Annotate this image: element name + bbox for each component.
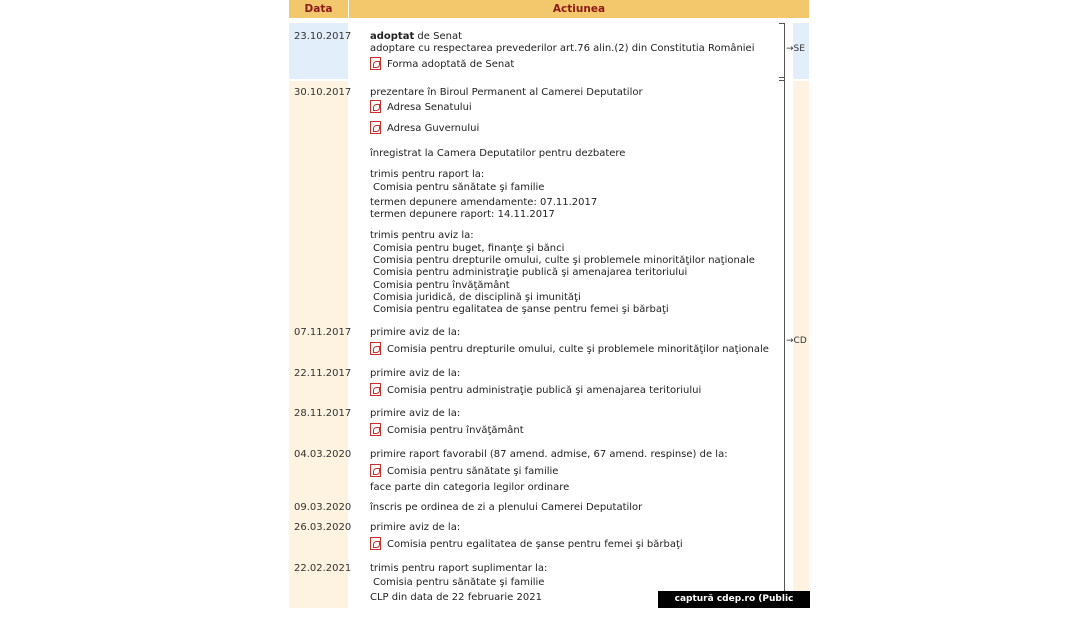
- entry-date: 26.03.2020: [294, 522, 352, 533]
- pdf-link[interactable]: Forma adoptată de Senat: [370, 57, 514, 71]
- action-text: primire aviz de la:: [370, 327, 461, 338]
- committee-name: Comisia juridică, de disciplină şi imunităţi: [373, 292, 581, 303]
- entry-date: 23.10.2017: [294, 31, 352, 42]
- committee-name: Comisia pentru sănătate şi familie: [373, 577, 545, 588]
- committee-name: Comisia pentru drepturile omului, culte şi problemele minorităţilor naţionale: [373, 255, 755, 266]
- pdf-link[interactable]: Comisia pentru egalitatea de şanse pentru femei şi bărbaţi: [370, 537, 683, 551]
- entry-date: 22.02.2021: [294, 563, 352, 574]
- action-text: trimis pentru raport suplimentar la:: [370, 563, 548, 574]
- pdf-link[interactable]: Comisia pentru drepturile omului, culte şi problemele minorităţilor naţionale: [370, 342, 769, 356]
- pdf-icon: [370, 464, 381, 477]
- committee-name: Comisia pentru egalitatea de şanse pentru femei şi bărbaţi: [373, 304, 669, 315]
- pdf-icon: [370, 537, 381, 550]
- pdf-link[interactable]: Adresa Senatului: [370, 100, 472, 114]
- entry-date: 28.11.2017: [294, 408, 352, 419]
- action-text: înregistrat la Camera Deputatilor pentru dezbatere: [370, 148, 626, 159]
- action-text: primire raport favorabil (87 amend. admise, 67 amend. respinse) de la:: [370, 449, 728, 460]
- timeline-tick: [779, 77, 785, 78]
- committee-name: Comisia pentru învăţământ: [373, 280, 510, 291]
- action-text: primire aviz de la:: [370, 522, 461, 533]
- timeline-tick: [779, 23, 785, 24]
- action-text: CLP din data de 22 februarie 2021: [370, 592, 542, 603]
- chamber-label-senate: →SE: [786, 44, 805, 54]
- entry-date: 22.11.2017: [294, 368, 352, 379]
- action-text: adoptat de Senat: [370, 31, 462, 42]
- chamber-label-deputies: →CD: [786, 336, 807, 346]
- committee-name: Comisia pentru administraţie publică şi amenajarea teritoriului: [373, 267, 688, 278]
- timeline-line: [784, 23, 785, 608]
- entry-date: 30.10.2017: [294, 87, 352, 98]
- action-text: înscris pe ordinea de zi a plenului Camerei Deputatilor: [370, 502, 643, 513]
- action-text: prezentare în Biroul Permanent al Camerei Deputatilor: [370, 87, 643, 98]
- timeline-tick: [779, 80, 785, 81]
- pdf-link[interactable]: Comisia pentru sănătate şi familie: [370, 464, 558, 478]
- action-text: primire aviz de la:: [370, 408, 461, 419]
- pdf-icon: [370, 100, 381, 113]
- entry-date: 04.03.2020: [294, 449, 352, 460]
- action-text: primire aviz de la:: [370, 368, 461, 379]
- pdf-icon: [370, 383, 381, 396]
- pdf-icon: [370, 423, 381, 436]
- entry-date: 09.03.2020: [294, 502, 352, 513]
- committee-name: Comisia pentru buget, finanţe şi bănci: [373, 243, 565, 254]
- pdf-link[interactable]: Comisia pentru administraţie publică şi amenajarea teritoriului: [370, 383, 701, 397]
- column-header-action: Actiunea: [349, 0, 809, 18]
- action-text: adoptare cu respectarea prevederilor art.76 alin.(2) din Constitutia României: [370, 43, 755, 54]
- pdf-link[interactable]: Comisia pentru învăţământ: [370, 423, 524, 437]
- pdf-icon: [370, 57, 381, 70]
- action-text: trimis pentru raport la:: [370, 169, 485, 180]
- pdf-icon: [370, 342, 381, 355]
- pdf-link[interactable]: Adresa Guvernului: [370, 121, 479, 135]
- committee-name: Comisia pentru sănătate şi familie: [373, 182, 545, 193]
- action-text: termen depunere amendamente: 07.11.2017: [370, 197, 598, 208]
- column-header-date: Data: [289, 0, 348, 18]
- action-text: face parte din categoria legilor ordinare: [370, 482, 570, 493]
- image-credit: captură cdep.ro (Public domain): [658, 591, 810, 608]
- action-text: trimis pentru aviz la:: [370, 230, 474, 241]
- entry-date: 07.11.2017: [294, 327, 352, 338]
- action-text: termen depunere raport: 14.11.2017: [370, 209, 555, 220]
- pdf-icon: [370, 121, 381, 134]
